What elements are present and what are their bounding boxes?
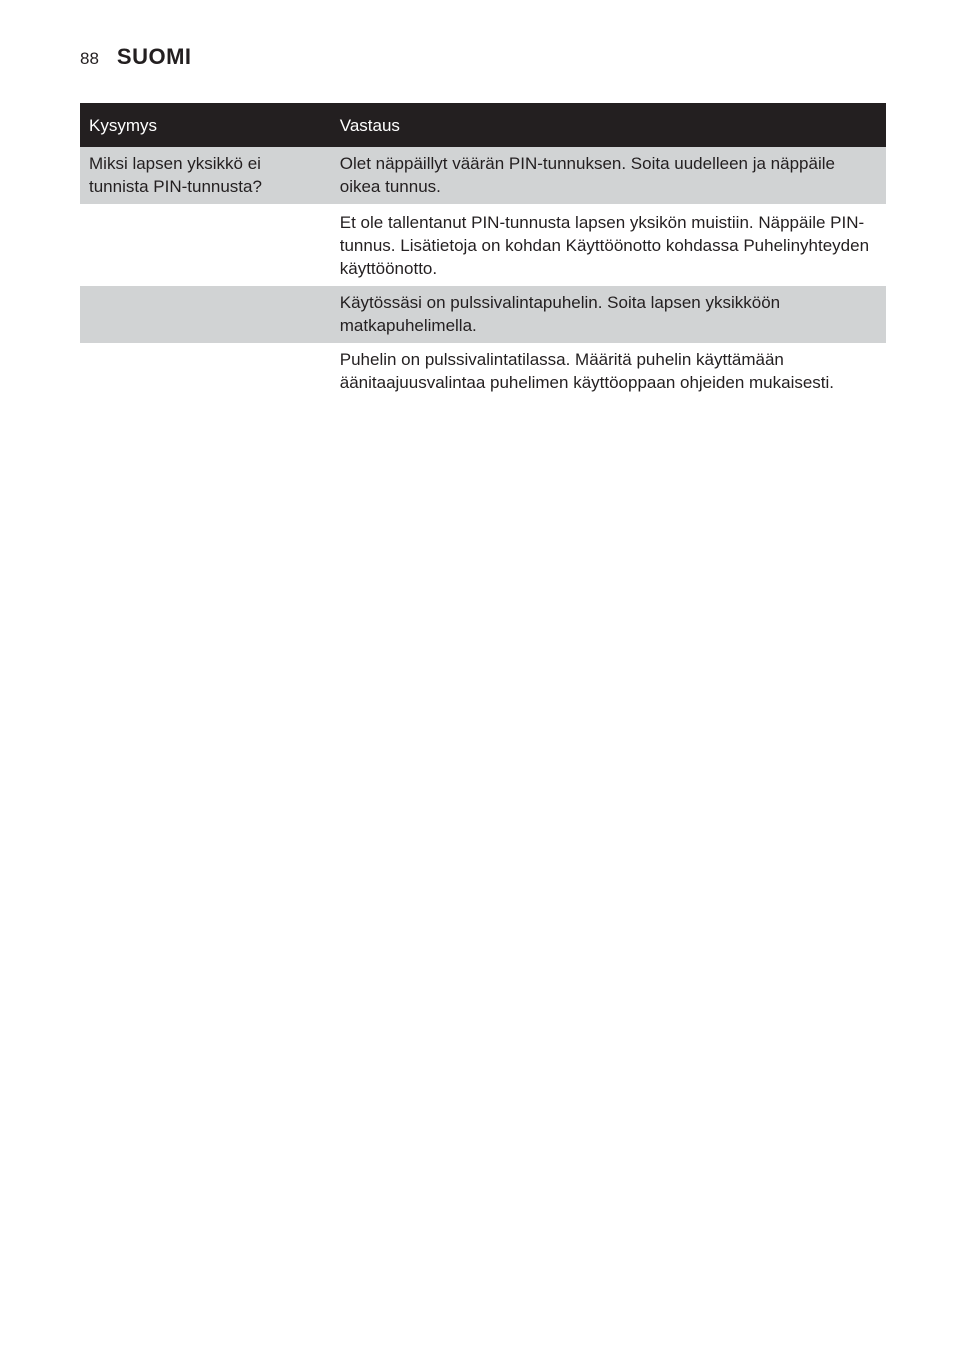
question-cell [80, 286, 331, 343]
answer-cell: Puhelin on pulssivalintatilassa. Määritä puhelin käyttämään äänitaajuusvalintaa puhelimen käyttöoppaan ohjeiden mukaisesti. [331, 343, 886, 400]
column-header-answer: Vastaus [331, 103, 886, 147]
table-row [80, 204, 886, 286]
answer-cell: Olet näppäillyt väärän PIN-tunnuksen. Soita uudelleen ja näppäile oikea tunnus. [331, 147, 886, 204]
answer-cell: Käytössäsi on pulssivalintapuhelin. Soita lapsen yksikköön matkapuhelimella. [331, 286, 886, 343]
question-cell [80, 204, 331, 286]
answer-cell: Et ole tallentanut PIN-tunnusta lapsen yksikön muistiin. Näppäile PIN-tunnus. Lisätietoja on kohdan Käyttöönotto kohdassa Puhelinyhteyden käyttöönotto. [331, 204, 886, 286]
table-header-row [80, 103, 886, 147]
question-cell: Miksi lapsen yksikkö ei tunnista PIN-tunnusta? [80, 147, 331, 204]
section-title: SUOMI [116, 44, 192, 69]
table-row [80, 147, 886, 204]
question-cell [80, 343, 331, 400]
table-row [80, 286, 886, 343]
page-header [80, 44, 192, 78]
faq-table [80, 103, 886, 400]
page-number: 88 [80, 49, 99, 68]
column-header-question: Kysymys [80, 103, 331, 147]
table-row [80, 343, 886, 400]
